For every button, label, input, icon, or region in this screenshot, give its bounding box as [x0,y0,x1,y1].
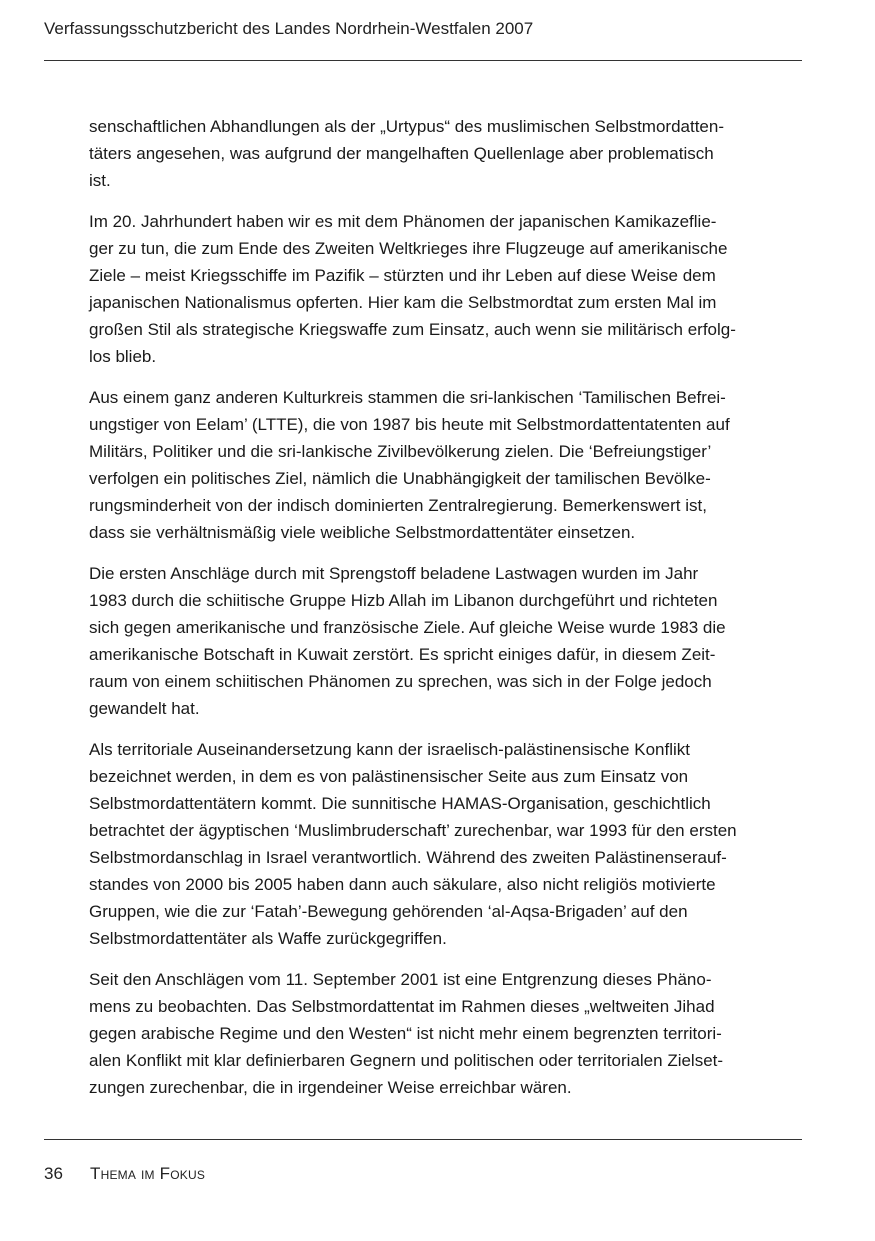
paragraph-2: Im 20. Jahrhundert haben wir es mit dem Phänomen der japanischen Kamikazeflie- ger zu tun, die zum Ende des Zweiten Weltkrieges ihre Flugzeuge auf amerikanische Ziele – meist Kriegsschiffe im Pazifik – stürzten und ihr Leben auf diese Weise dem japanischen Nationalismus opferten. Hier kam die Selbstmordtat zum ersten Mal im großen Stil als strategische Kriegswaffe zum Einsatz, auch wenn sie militärisch erfolg- los blieb. [89,212,736,366]
page-header-title: Verfassungsschutzbericht des Landes Nordrhein-Westfalen 2007 [44,19,534,38]
page-footer [44,1162,205,1186]
page-number: 36 [44,1164,63,1183]
footer-divider [44,1139,802,1140]
paragraph-5: Als territoriale Auseinandersetzung kann der israelisch-palästinensische Konflikt bezeichnet werden, in dem es von palästinensischer Seite aus zum Einsatz von Selbstmordattentätern kommt. Die sunnitische HAMAS-Organisation, geschichtlich betrachtet der ägyptischen ‘Muslimbruderschaft’ zurechenbar, war 1993 für den ersten Selbstmordanschlag in Israel verantwortlich. Während des zweiten Palästinenserauf- standes von 2000 bis 2005 haben dann auch säkulare, also nicht religiös motivierte Gruppen, wie die zur ‘Fatah’-Bewegung gehörenden ‘al-Aqsa-Brigaden’ auf den Selbstmordattentäter als Waffe zurückgegriffen. [89,740,737,948]
paragraph-1: senschaftlichen Abhandlungen als der „Urtypus“ des muslimischen Selbstmordatten- täters angesehen, was aufgrund der mangelhaften Quellenlage aber problematisch ist. [89,117,724,190]
body-text [89,113,805,1115]
header-divider [44,60,802,61]
paragraph-6: Seit den Anschlägen vom 11. September 2001 ist eine Entgrenzung dieses Phäno- mens zu beobachten. Das Selbstmordattentat im Rahmen dieses „weltweiten Jihad gegen arabische Regime und den Westen“ ist nicht mehr einem begrenzten territori- alen Konflikt mit klar definierbaren Gegnern und politischen oder territorialen Zielset- zungen zurechenbar, die in irgendeiner Weise erreichbar wären. [89,970,724,1097]
paragraph-4: Die ersten Anschläge durch mit Sprengstoff beladene Lastwagen wurden im Jahr 1983 durch die schiitische Gruppe Hizb Allah im Libanon durchgeführt und richteten sich gegen amerikanische und französische Ziele. Auf gleiche Weise wurde 1983 die amerikanische Botschaft in Kuwait zerstört. Es spricht einiges dafür, in diesem Zeit- raum von einem schiitischen Phänomen zu sprechen, was sich in der Folge jedoch gewandelt hat. [89,564,726,718]
paragraph-3: Aus einem ganz anderen Kulturkreis stammen die sri-lankischen ‘Tamilischen Befrei- ungstiger von Eelam’ (LTTE), die von 1987 bis heute mit Selbstmordattentatenten auf Militärs, Politiker und die sri-lankische Zivilbevölkerung zielen. Die ‘Befreiungstiger’ verfolgen ein politisches Ziel, nämlich die Unabhängigkeit der tamilischen Bevölke- rungsminderheit von der indisch dominierten Zentralregierung. Bemerkenswert ist, dass sie verhältnismäßig viele weibliche Selbstmordattentäter einsetzen. [89,388,730,542]
section-title: Thema im Fokus [90,1164,206,1183]
